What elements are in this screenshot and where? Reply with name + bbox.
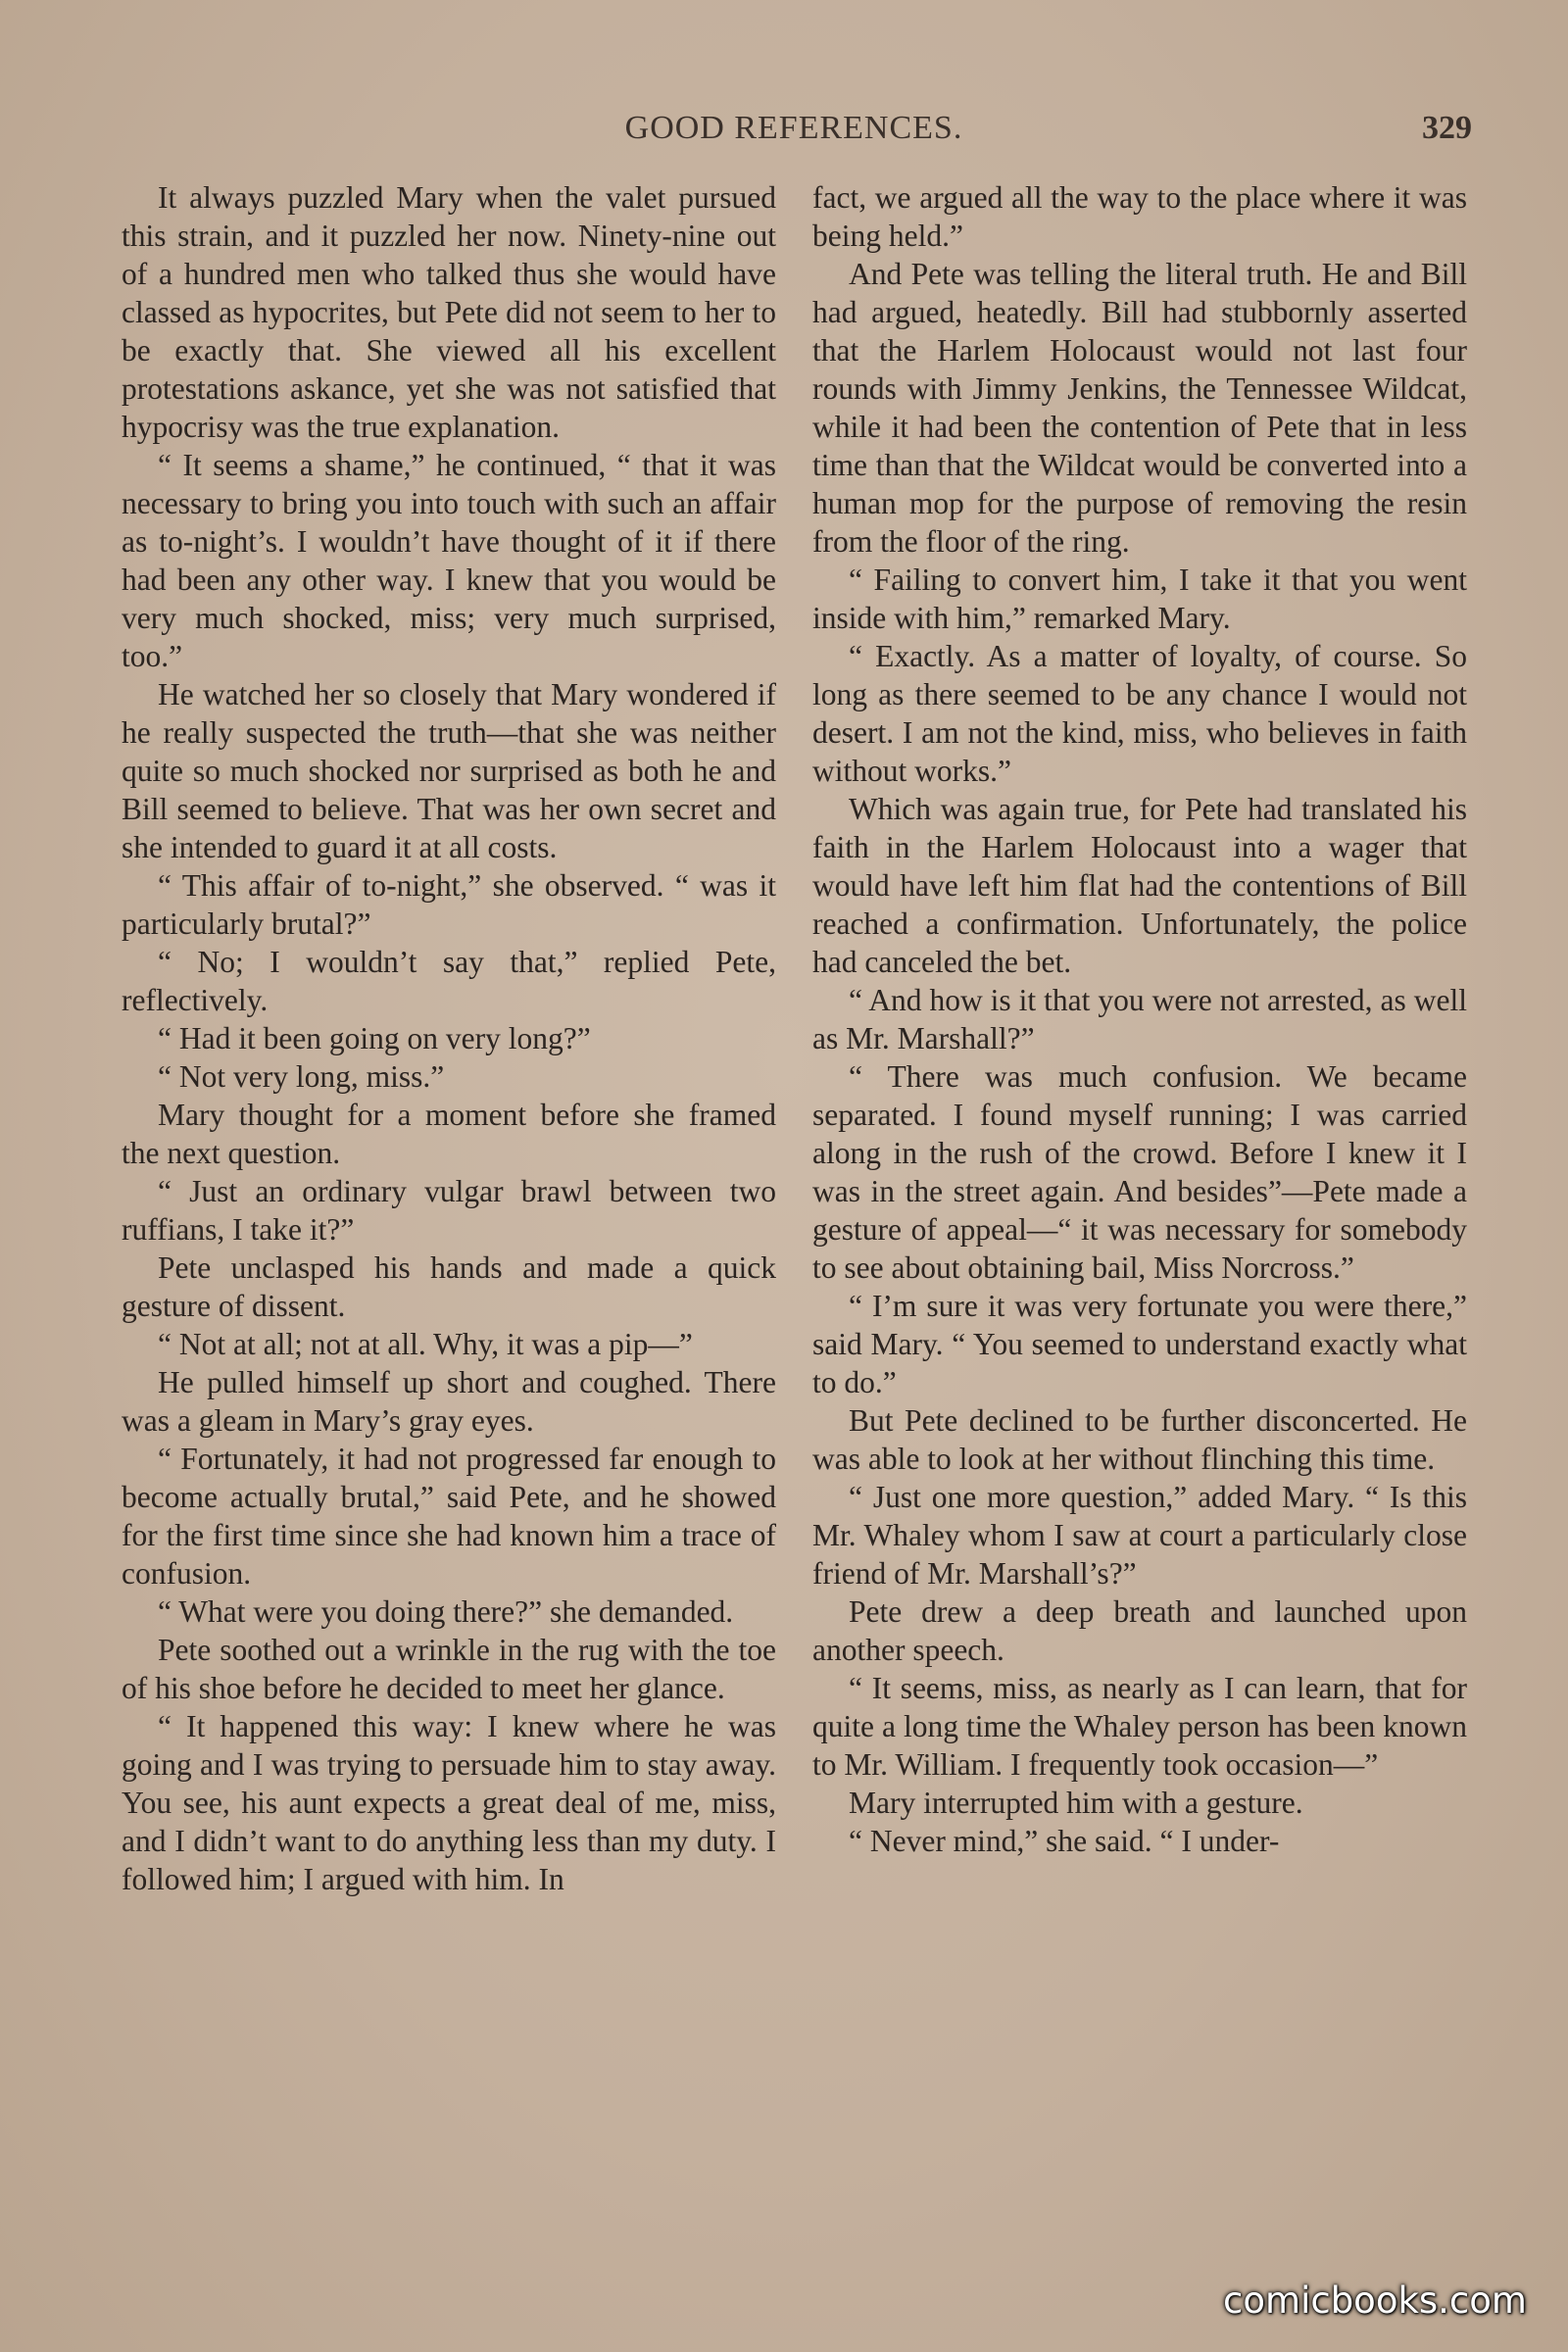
paragraph: “ Failing to convert him, I take it that you went inside with him,” remarked Mary. [812,563,1467,635]
paragraph: Which was again true, for Pete had translated his faith in the Harlem Holocaust into a wager that would have left him flat had the contentions of Bill reached a confirmation. Unfortunately, the police had canceled the bet. [812,792,1467,979]
paragraph: “ Never mind,” she said. “ I under- [849,1824,1280,1858]
paragraph: “ It seems a shame,” he continued, “ that it was necessary to bring you into touch with such an affair as to-night’s. I wouldn’t have thought of it if there had been any other way. I knew that you would be very much shocked, miss; very much surprised, too.” [122,448,776,673]
paragraph: He pulled himself up short and coughed. There was a gleam in Mary’s gray eyes. [122,1365,776,1438]
paragraph: “ Just one more question,” added Mary. “ Is this Mr. Whaley whom I saw at court a particularly close friend of Mr. Marshall’s?” [812,1480,1467,1591]
paragraph: Pete unclasped his hands and made a quick gesture of dissent. [122,1250,776,1323]
paragraph: Pete drew a deep breath and launched upon another speech. [812,1594,1467,1667]
paragraph: “ Had it been going on very long?” [158,1021,591,1055]
paragraph: “ Fortunately, it had not progressed far enough to become actually brutal,” said Pete, and he showed for the first time since she had known him a trace of confusion. [122,1442,776,1591]
paragraph: “ Just an ordinary vulgar brawl between two ruffians, I take it?” [122,1174,776,1247]
paragraph: “ It seems, miss, as nearly as I can learn, that for quite a long time the Whaley person has been known to Mr. William. I frequently took occasion—” [812,1671,1467,1782]
left-column [122,178,776,1898]
paragraph: And Pete was telling the literal truth. He and Bill had argued, heatedly. Bill had stubbornly asserted that the Harlem Holocaust would not last four rounds with Jimmy Jenkins, the Tennessee Wildcat, while it had been the contention of Pete that in less time than that the Wildcat would be converted into a human mop for the purpose of removing the resin from the floor of the ring. [812,257,1467,559]
paragraph: “ Not at all; not at all. Why, it was a pip—” [158,1327,693,1361]
paragraph-continued: fact, we argued all the way to the place where it was being held.” [812,180,1467,253]
paragraph: “ There was much confusion. We became separated. I found myself running; I was carried along in the rush of the crowd. Before I knew it I was in the street again. And besides”—Pete made a gesture of appeal—“ it was necessary for somebody to see about obtaining bail, Miss Norcross.” [812,1059,1467,1285]
paragraph: But Pete declined to be further disconcerted. He was able to look at her without flinching this time. [812,1403,1467,1476]
paragraph: He watched her so closely that Mary wondered if he really suspected the truth—that she was neither quite so much shocked nor surprised as both he and Bill seemed to believe. That was her own secret and she intended to guard it at all costs. [122,677,776,864]
paragraph: Pete soothed out a wrinkle in the rug with the toe of his shoe before he decided to meet her glance. [122,1633,776,1705]
page-number: 329 [1422,110,1472,146]
paragraph: “ Exactly. As a matter of loyalty, of course. So long as there seemed to be any chance I would not desert. I am not the kind, miss, who believes in faith without works.” [812,639,1467,788]
paragraph: “ And how is it that you were not arrested, as well as Mr. Marshall?” [812,983,1467,1055]
paragraph: “ No; I wouldn’t say that,” replied Pete, reflectively. [122,945,776,1017]
paragraph: “ It happened this way: I knew where he was going and I was trying to persuade him to stay away. You see, his aunt expects a great deal of me, miss, and I didn’t want to do anything less than my duty. I followed him; I argued with him. In [122,1709,776,1896]
paragraph: “ What were you doing there?” she demanded. [158,1594,734,1629]
paragraph: It always puzzled Mary when the valet pursued this strain, and it puzzled her now. Ninety-nine out of a hundred men who talked thus she would have classed as hypocrites, but Pete did not seem to her to be exactly that. She viewed all his excellent protestations askance, yet she was not satisfied that hypocrisy was the true explanation. [122,180,776,444]
paragraph: “ This affair of to-night,” she observed. “ was it particularly brutal?” [122,868,776,941]
paragraph: “ Not very long, miss.” [158,1059,445,1094]
watermark: comicbooks.com [1223,2279,1527,2322]
paragraph: “ I’m sure it was very fortunate you were there,” said Mary. “ You seemed to understand exactly what to do.” [812,1289,1467,1399]
running-head: GOOD REFERENCES. [624,110,963,146]
paragraph: Mary thought for a moment before she framed the next question. [122,1098,776,1170]
right-column [812,178,1467,1860]
paragraph: Mary interrupted him with a gesture. [849,1786,1303,1820]
